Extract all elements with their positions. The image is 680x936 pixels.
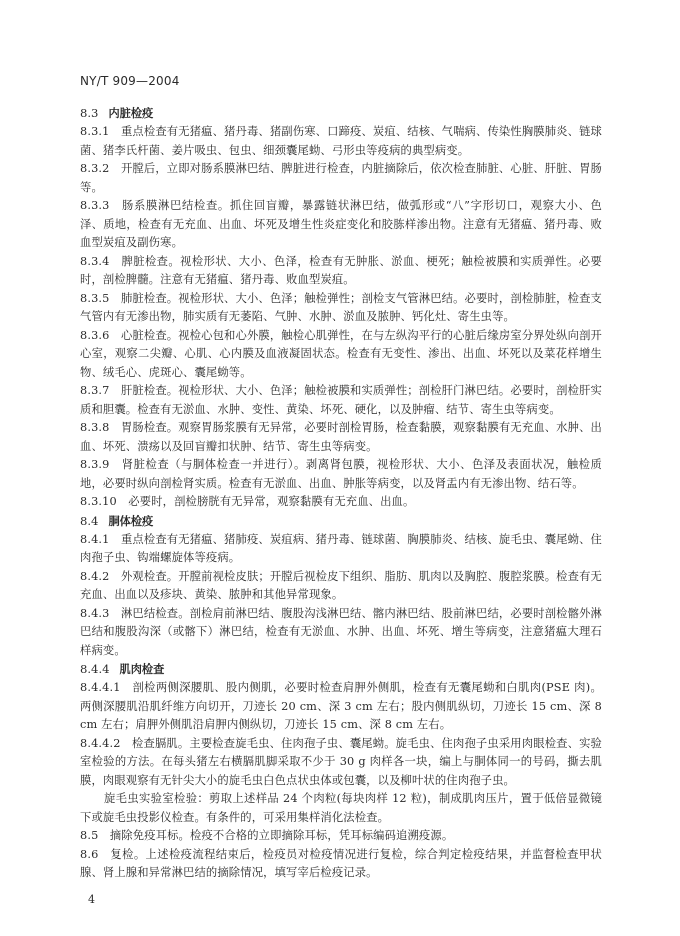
paragraph: 8.6 复检。上述检疫流程结束后，检疫员对检疫情况进行复检，综合判定检疫结果，并监督检查甲状腺、肾上腺和异常淋巴结的摘除情况，填写宰后检疫记录。 xyxy=(80,847,602,879)
paragraph: 8.3.9 肾脏检查（与胴体检查一并进行）。剥离肾包膜，视检形状、大小、色泽及表面状况，触检质地，必要时纵向剖检肾实质。检查有无淤血、出血、肿胀等病变，以及肾盂内有无渗出物、结石等。 xyxy=(80,458,602,490)
section-number: 8.4 xyxy=(80,513,99,528)
paragraph: 8.3.3 肠系膜淋巴结检查。抓住回盲瓣，暴露链状淋巴结，做弧形或“八”字形切口，观察大小、色泽、质地，检查有无充血、出血、坏死及增生性炎症变化和胶胨样渗出物。注意有无猪瘟、猪丹毒、败血型炭疽及副伤寒。 xyxy=(80,199,602,249)
paragraph: 8.3.4 脾脏检查。视检形状、大小、色泽，检查有无肿胀、淤血、梗死；触检被膜和实质弹性。必要时，剖检脾髓。注意有无猪瘟、猪丹毒、败血型炭疽。 xyxy=(80,254,602,286)
paragraph: 8.4.4.1 剖检两侧深腰肌、股内侧肌，必要时检查肩胛外侧肌，检查有无囊尾蚴和白肌肉(PSE 肉)。两侧深腰肌沿肌纤维方向切开，刀迹长 20 cm、深 3 cm 左右；股内侧肌纵切，刀迹长 15 cm、深 8 cm 左右；肩胛外侧肌沿肩胛内侧纵切，刀迹长 15 cm、深 8 cm 左右。 xyxy=(80,681,602,731)
paragraph: 8.3.6 心脏检查。视检心包和心外膜，触检心肌弹性，在与左纵沟平行的心脏后缘房室分界处纵向剖开心室，观察二尖瓣、心肌、心内膜及血液凝固状态。检查有无变性、渗出、出血、坏死以及菜花样增生物、绒毛心、虎斑心、囊尾蚴等。 xyxy=(80,328,602,379)
paragraph: 8.5 摘除免疫耳标。检疫不合格的立即摘除耳标，凭耳标编码追溯疫源。 xyxy=(80,829,454,842)
paragraph: 8.3.1 重点检查有无猪瘟、猪丹毒、猪副伤寒、口蹄疫、炭疽、结核、气喘病、传染性胸膜肺炎、链球菌、猪李氏杆菌、姜片吸虫、包虫、细颈囊尾蚴、弓形虫等疫病的典型病变。 xyxy=(80,125,602,157)
section-number: 8.4.4 xyxy=(80,662,110,676)
document-header: NY/T 909—2004 xyxy=(80,74,180,88)
section-heading xyxy=(80,512,602,531)
section-heading xyxy=(80,104,602,123)
section-title: 内脏检疫 xyxy=(108,107,154,120)
paragraph: 旋毛虫实验室检验：剪取上述样品 24 个肉粒(每块肉样 12 粒)，制成肌肉压片，置于低倍显微镜下或旋毛虫投影仪检查。有条件的，可采用集样消化法检查。 xyxy=(80,792,602,824)
paragraph: 8.4.3 淋巴结检查。剖检肩前淋巴结、腹股沟浅淋巴结、髂内淋巴结、股前淋巴结，必要时剖检髂外淋巴结和腹股沟深（或髂下）淋巴结，检查有无淤血、水肿、出血、坏死、增生等病变，注意猪瘟大理石样病变。 xyxy=(80,606,602,657)
section-title: 胴体检疫 xyxy=(108,514,154,528)
section-number: 8.3 xyxy=(80,106,99,120)
paragraph: 8.3.8 胃肠检查。观察胃肠浆膜有无异常，必要时剖检胃肠，检查黏膜，观察黏膜有无充血、水肿、出血、坏死、溃疡以及回盲瓣扣状肿、结节、寄生虫等病变。 xyxy=(80,421,602,453)
page-number: 4 xyxy=(88,893,95,906)
paragraph: 8.4.2 外观检查。开膛前视检皮肤；开膛后视检皮下组织、脂肪、肌肉以及胸腔、腹腔浆膜。检查有无充血、出血以及疹块、黄染、脓肿和其他异常现象。 xyxy=(80,569,602,601)
paragraph: 8.3.5 肺脏检查。视检形状、大小、色泽；触检弹性；剖检支气管淋巴结。必要时，剖检肺脏，检查支气管内有无渗出物，肺实质有无萎陷、气肿、水肿、淤血及脓肿、钙化灶、寄生虫等。 xyxy=(80,291,602,323)
section-title: 肌肉检查 xyxy=(119,663,165,676)
document-body xyxy=(80,104,602,883)
paragraph: 8.3.7 肝脏检查。视检形状、大小、色泽；触检被膜和实质弹性；剖检肝门淋巴结。必要时，剖检肝实质和胆囊。检查有无淤血、水肿、变性、黄染、坏死、硬化，以及肿瘤、结节、寄生虫等病变。 xyxy=(80,384,602,416)
paragraph: 8.3.2 开膛后，立即对肠系膜淋巴结、脾脏进行检查，内脏摘除后，依次检查肺脏、心脏、肝脏、胃肠等。 xyxy=(80,162,602,194)
paragraph: 8.4.1 重点检查有无猪瘟、猪肺疫、炭疽病、猪丹毒、链球菌、胸膜肺炎、结核、旋毛虫、囊尾蚴、住肉孢子虫、钩端螺旋体等疫病。 xyxy=(80,532,602,564)
section-heading xyxy=(80,660,602,679)
paragraph: 8.4.4.2 检查膈肌。主要检查旋毛虫、住肉孢子虫、囊尾蚴。旋毛虫、住肉孢子虫采用肉眼检查、实验室检验的方法。在每头猪左右横膈肌脚采取不少于 30 g 肉样各一块，编上与胴体同一的号码，撕去肌膜，肉眼观察有无针尖大小的旋毛虫白色点状虫体或包囊，以及柳叶状的住肉孢子虫。 xyxy=(80,736,602,787)
paragraph: 8.3.10 必要时，剖检膀胱有无异常，观察黏膜有无充血、出血。 xyxy=(80,495,415,508)
